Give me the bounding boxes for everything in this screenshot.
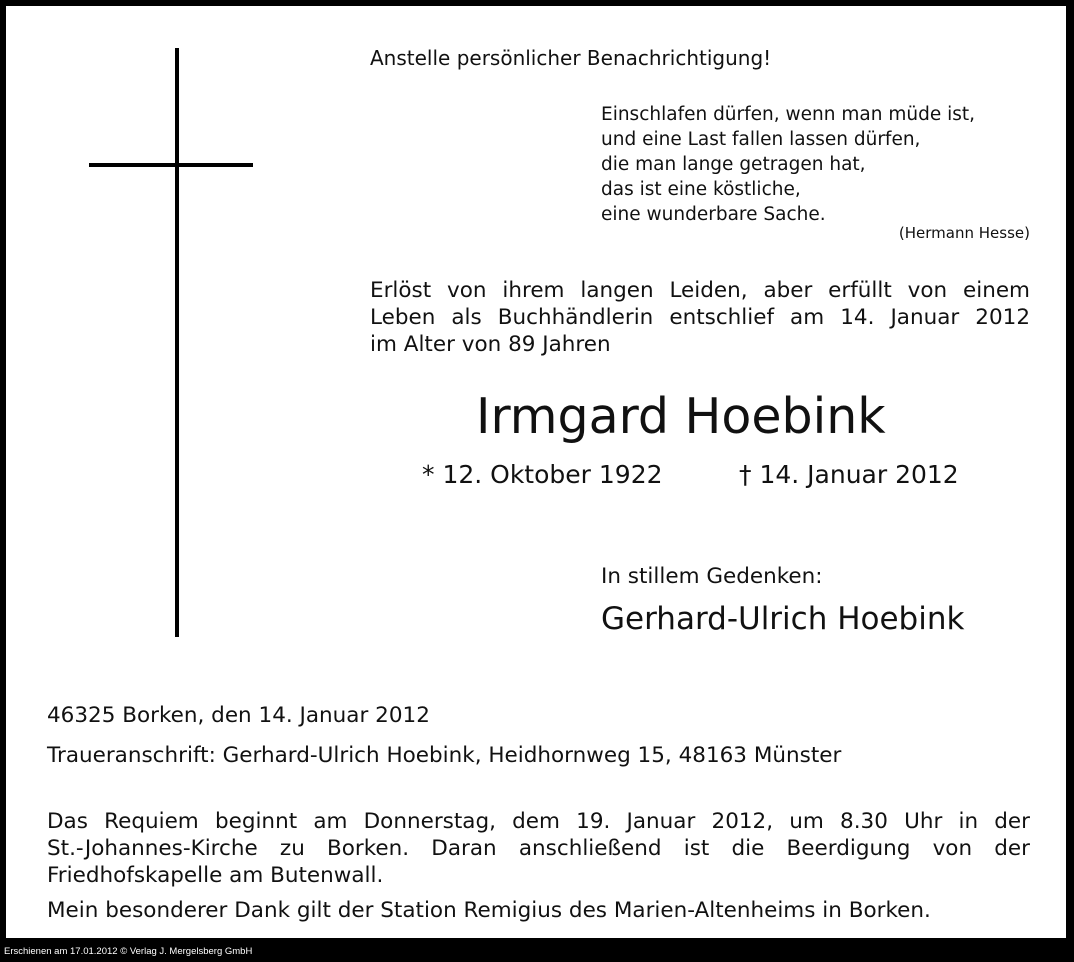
obituary-card <box>6 6 1066 938</box>
death-date: † 14. Januar 2012 <box>739 460 959 489</box>
cross-icon-horizontal <box>89 163 253 167</box>
intro-text <box>370 277 1030 358</box>
notice-heading: Anstelle persönlicher Benachrichtigung! <box>370 46 772 70</box>
birth-date: * 12. Oktober 1922 <box>422 460 663 489</box>
mourning-address: Traueranschrift: Gerhard-Ulrich Hoebink, Heidhornweg 15, 48163 Münster <box>47 743 842 768</box>
requiem-line: Friedhofskapelle am Butenwall. <box>47 863 384 888</box>
cross-icon-vertical <box>175 48 179 637</box>
poem-line: Einschlafen dürfen, wenn man müde ist, <box>601 104 975 125</box>
intro-line: Leben als Buchhändlerin entschlief am 14. Januar 2012 <box>370 305 1030 330</box>
poem-line: eine wunderbare Sache. <box>601 204 826 225</box>
requiem-line: St.-Johannes-Kirche zu Borken. Daran anschließend ist die Beerdigung von der <box>47 836 1030 861</box>
poem-author: (Hermann Hesse) <box>898 224 1030 242</box>
publication-footer: Erschienen am 17.01.2012 © Verlag J. Mergelsberg GmbH <box>4 946 253 957</box>
intro-line: Erlöst von ihrem langen Leiden, aber erfüllt von einem <box>370 278 1030 303</box>
requiem-text <box>47 808 1030 889</box>
requiem-line: Das Requiem beginnt am Donnerstag, dem 19. Januar 2012, um 8.30 Uhr in der <box>47 809 1030 834</box>
poem-line: die man lange getragen hat, <box>601 154 866 175</box>
memorial-label: In stillem Gedenken: <box>601 564 823 589</box>
mourner-name: Gerhard-Ulrich Hoebink <box>601 601 965 637</box>
thanks-text: Mein besonderer Dank gilt der Station Remigius des Marien-Altenheims in Borken. <box>47 898 931 923</box>
intro-line: im Alter von 89 Jahren <box>370 332 611 357</box>
poem-line: das ist eine köstliche, <box>601 179 801 200</box>
poem-line: und eine Last fallen lassen dürfen, <box>601 129 921 150</box>
poem <box>601 102 975 227</box>
place-date: 46325 Borken, den 14. Januar 2012 <box>47 703 430 728</box>
deceased-name: Irmgard Hoebink <box>476 388 886 445</box>
